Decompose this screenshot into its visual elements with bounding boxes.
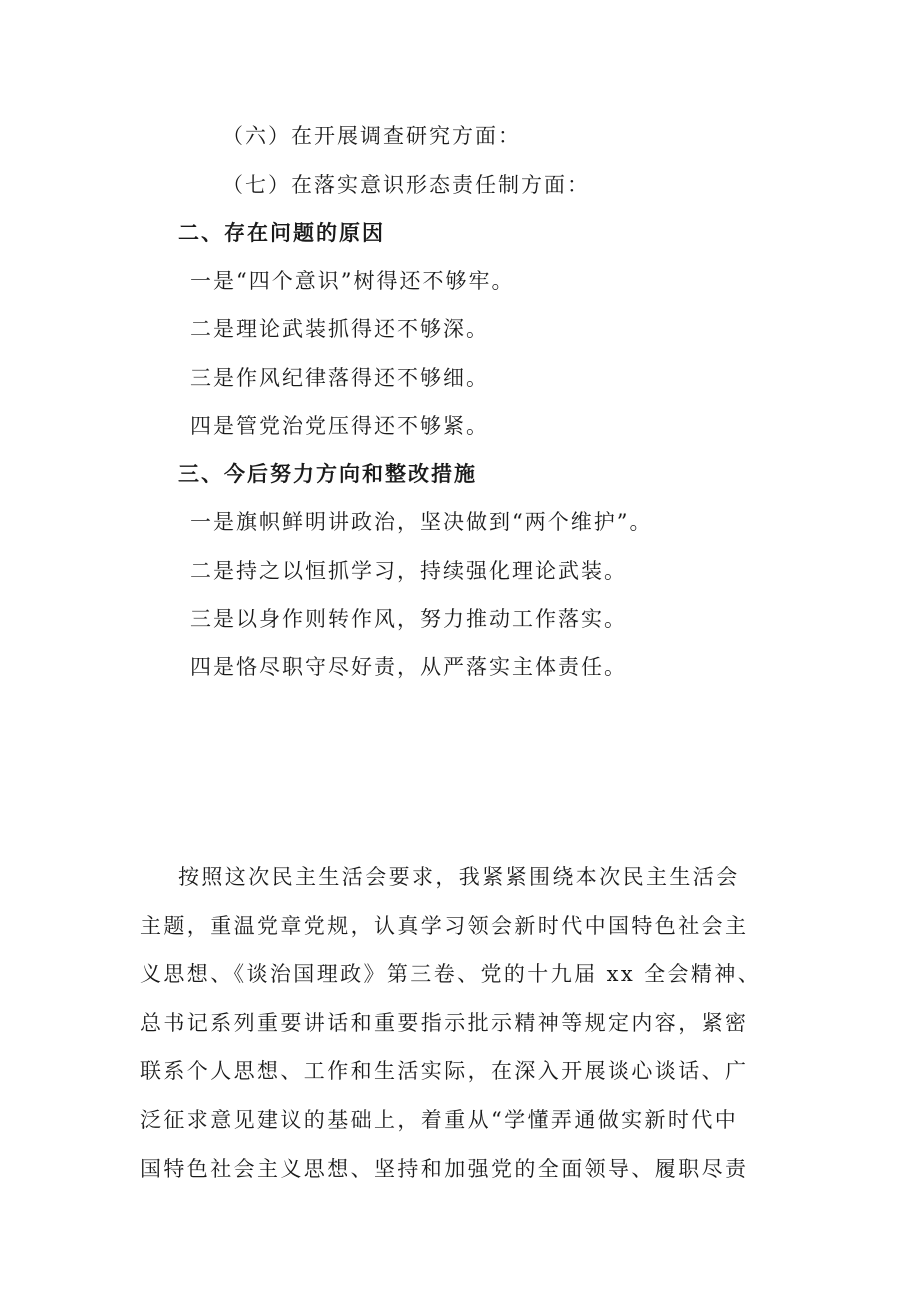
- paragraph-line: 按照这次民主生活会要求，我紧紧围绕本次民主生活会: [178, 865, 740, 889]
- section-heading-measures: 三、今后努力方向和整改措施: [178, 462, 477, 486]
- cause-item-2: 二是理论武装抓得还不够深。: [190, 317, 489, 341]
- cause-item-4: 四是管党治党压得还不够紧。: [190, 414, 489, 438]
- body-paragraph: [140, 853, 790, 1193]
- cause-item-3: 三是作风纪律落得还不够细。: [190, 366, 489, 390]
- measure-item-4: 四是恪尽职守尽好责，从严落实主体责任。: [190, 655, 627, 679]
- cause-item-1: 一是“四个意识”树得还不够牢。: [190, 269, 515, 293]
- section-heading-causes: 二、存在问题的原因: [178, 221, 385, 245]
- paragraph-line: 总书记系列重要讲话和重要指示批示精神等规定内容，紧密: [140, 1010, 749, 1035]
- paragraph-line: 国特色社会主义思想、坚持和加强党的全面领导、履职尽责: [140, 1156, 749, 1181]
- subitem-seven: （七）在落实意识形态责任制方面：: [222, 173, 590, 197]
- measure-item-3: 三是以身作则转作风，努力推动工作落实。: [190, 607, 627, 631]
- measure-item-1: 一是旗帜鲜明讲政治，坚决做到“两个维护”。: [190, 510, 653, 534]
- measure-item-2: 二是持之以恒抓学习，持续强化理论武装。: [190, 559, 627, 583]
- paragraph-line: 泛征求意见建议的基础上，着重从“学懂弄通做实新时代中: [140, 1107, 739, 1132]
- subitem-six: （六）在开展调查研究方面：: [222, 124, 521, 148]
- paragraph-line: 联系个人思想、工作和生活实际，在深入开展谈心谈话、广: [140, 1059, 749, 1084]
- paragraph-line: 主题，重温党章党规，认真学习领会新时代中国特色社会主: [140, 913, 749, 938]
- paragraph-line: 义思想、《谈治国理政》第三卷、党的十九届 xx 全会精神、: [140, 962, 762, 987]
